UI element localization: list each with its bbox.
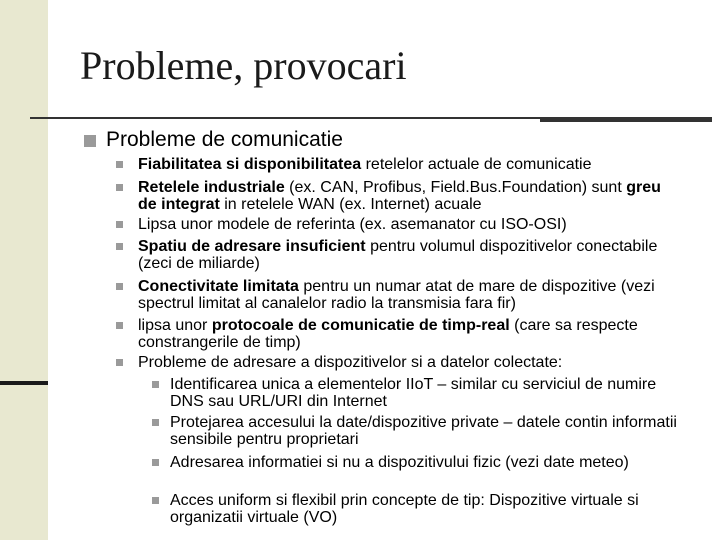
list-item (138, 278, 683, 312)
list-item (138, 216, 683, 233)
item-text: pentru un numar atat de mare de dispozitive (vezi spectrul limitat al canalelor radio la transmisia fara fir) (138, 278, 655, 312)
item-bold-text: Fiabilitatea si disponibilitatea (138, 156, 362, 173)
slide-title: Probleme, provocari (80, 43, 407, 88)
sub-list-item (170, 492, 690, 526)
square-bullet-icon (116, 243, 123, 250)
list-item (138, 156, 683, 173)
square-bullet-icon (116, 283, 123, 290)
item-bold-text: Conectivitate limitata (138, 278, 299, 295)
sub-item-text: Adresarea informatiei si nu a dispozitivului fizic (vezi date meteo) (170, 454, 629, 471)
list-item (138, 238, 683, 272)
item-text: lipsa unor (138, 317, 212, 334)
item-bold-text: protocoale de comunicatie de timp-real (211, 317, 510, 334)
item-text: Lipsa unor modele de referinta (ex. asemanator cu ISO-OSI) (138, 216, 567, 233)
item-text: retelelor actuale de comunicatie (361, 156, 592, 173)
square-bullet-icon (116, 322, 123, 329)
square-bullet-icon (152, 419, 159, 426)
sub-item-text: Protejarea accesului la date/dispozitive private – datele contin informatii sensibile pentru proprietari (170, 414, 677, 448)
sub-item-text: Identificarea unica a elementelor IIoT – similar cu serviciul de numire DNS sau URL/URI din Internet (170, 376, 657, 410)
list-item (138, 354, 683, 371)
item-bold-text: greu de integrat (138, 179, 661, 213)
square-bullet-icon (152, 497, 159, 504)
item-text: in retelele WAN (ex. Internet) acuale (219, 196, 482, 213)
square-bullet-icon (84, 135, 96, 147)
list-item (138, 317, 683, 351)
heading-text: Probleme de comunicatie (106, 128, 343, 151)
square-bullet-icon (116, 359, 123, 366)
sub-list-item (170, 414, 690, 448)
list-item (138, 179, 683, 213)
item-text: pentru volumul dispozitivelor conectabile (zeci de miliarde) (138, 238, 658, 272)
item-text: (ex. CAN, Profibus, Field.Bus.Foundation) sunt (284, 179, 627, 196)
square-bullet-icon (116, 184, 123, 191)
square-bullet-icon (116, 221, 123, 228)
sub-list-item (170, 454, 690, 471)
item-bold-text: Spatiu de adresare insuficient (138, 238, 366, 255)
item-text: (care sa respecte constrangerile de timp) (138, 317, 638, 351)
item-bold-text: Retelele industriale (138, 179, 285, 196)
square-bullet-icon (152, 381, 159, 388)
item-text: Probleme de adresare a dispozitivelor si a datelor colectate: (138, 354, 563, 371)
square-bullet-icon (116, 161, 123, 168)
sub-list-item (170, 376, 690, 410)
square-bullet-icon (152, 459, 159, 466)
sub-item-text: Acces uniform si flexibil prin concepte de tip: Dispozitive virtuale si organizatii virtuale (VO) (170, 492, 639, 526)
